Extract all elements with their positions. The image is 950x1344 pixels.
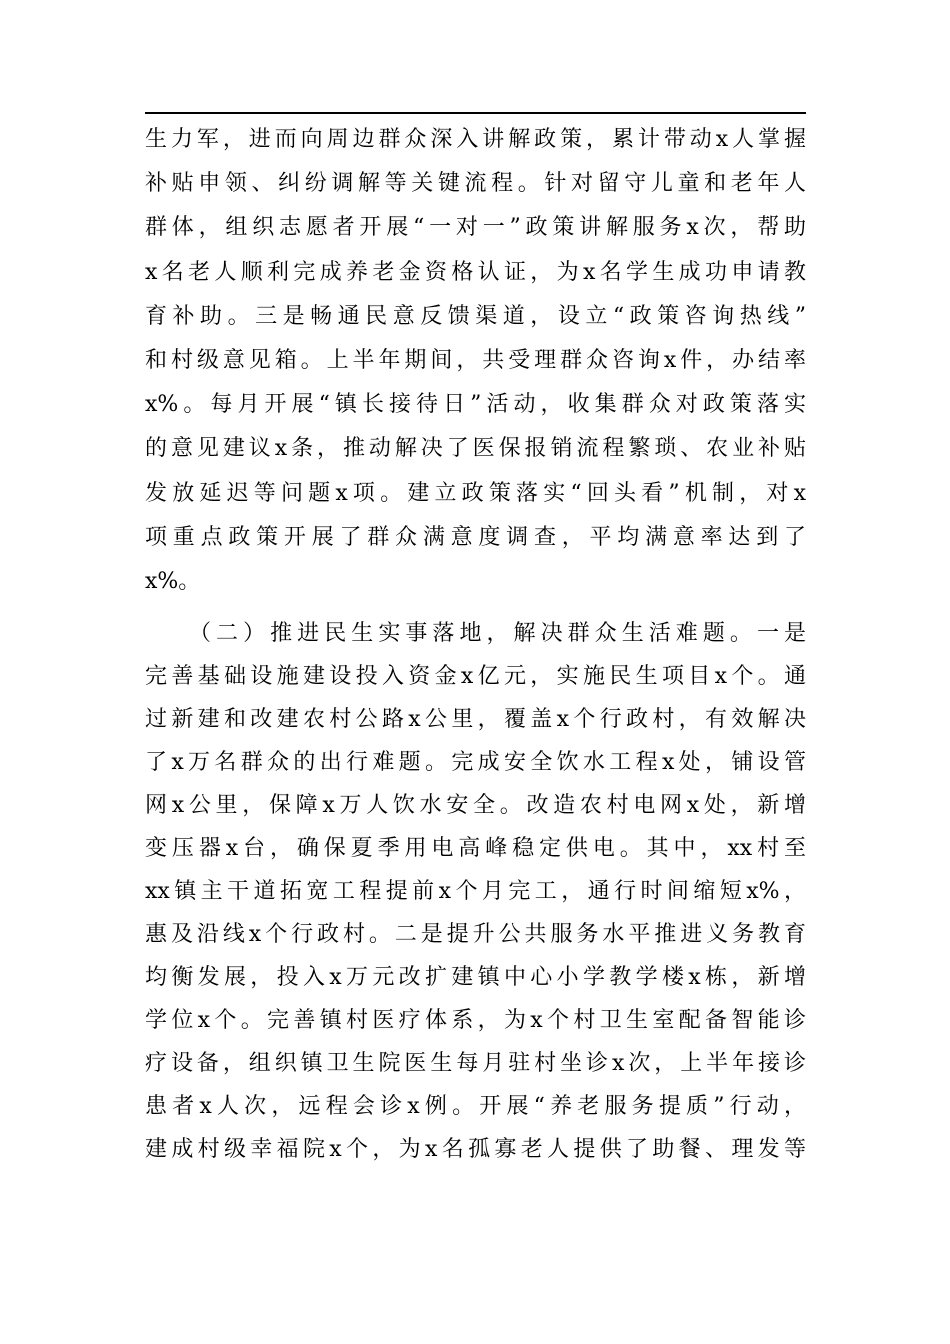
text-line: 和村级意见箱。上半年期间，共受理群众咨询x件，办结率: [145, 347, 806, 373]
text-line: x名老人顺利完成养老金资格认证，为x名学生成功申请教: [145, 259, 806, 285]
text-line: 的意见建议x条，推动解决了医保报销流程繁琐、农业补贴: [145, 436, 806, 462]
text-line: 项重点政策开展了群众满意度调查，平均满意率达到了: [145, 524, 806, 550]
paragraph-2: [145, 612, 806, 1171]
text-line: x%。每月开展“镇长接待日”活动，收集群众对政策落实: [145, 392, 806, 418]
text-line: 发放延迟等问题x项。建立政策落实“回头看”机制，对x: [145, 480, 806, 506]
text-line: 均衡发展，投入x万元改扩建镇中心小学教学楼x栋，新增: [145, 965, 806, 990]
text-line: xx镇主干道拓宽工程提前x个月完工，通行时间缩短x%，: [145, 879, 806, 904]
text-line: 建成村级幸福院x个，为x名孤寡老人提供了助餐、理发等: [145, 1137, 806, 1162]
text-line: 群体，组织志愿者开展“一对一”政策讲解服务x次，帮助: [145, 215, 806, 241]
text-line: 学位x个。完善镇村医疗体系，为x个村卫生室配备智能诊: [145, 1008, 806, 1033]
text-line: 变压器x台，确保夏季用电高峰稳定供电。其中，xx村至: [145, 836, 806, 861]
text-line: 育补助。三是畅通民意反馈渠道，设立“政策咨询热线”: [145, 303, 806, 329]
text-line: x%。: [145, 568, 201, 594]
text-line: （二）推进民生实事落地，解决群众生活难题。一是: [189, 621, 806, 646]
text-line: 过新建和改建农村公路x公里，覆盖x个行政村，有效解决: [145, 707, 806, 732]
text-line: 疗设备，组织镇卫生院医生每月驻村坐诊x次，上半年接诊: [145, 1051, 806, 1076]
text-line: 惠及沿线x个行政村。二是提升公共服务水平推进义务教育: [145, 922, 806, 947]
text-line: 补贴申领、纠纷调解等关键流程。针对留守儿童和老年人: [145, 171, 806, 197]
paragraph-1: [145, 118, 806, 604]
text-line: 网x公里，保障x万人饮水安全。改造农村电网x处，新增: [145, 793, 806, 818]
text-line: 生力军，进而向周边群众深入讲解政策，累计带动x人掌握: [145, 127, 806, 152]
header-rule: [145, 112, 806, 114]
text-line: 了x万名群众的出行难题。完成安全饮水工程x处，铺设管: [145, 750, 806, 775]
text-line: 患者x人次，远程会诊x例。开展“养老服务提质”行动，: [145, 1094, 806, 1119]
text-line: 完善基础设施建设投入资金x亿元，实施民生项目x个。通: [145, 664, 806, 689]
